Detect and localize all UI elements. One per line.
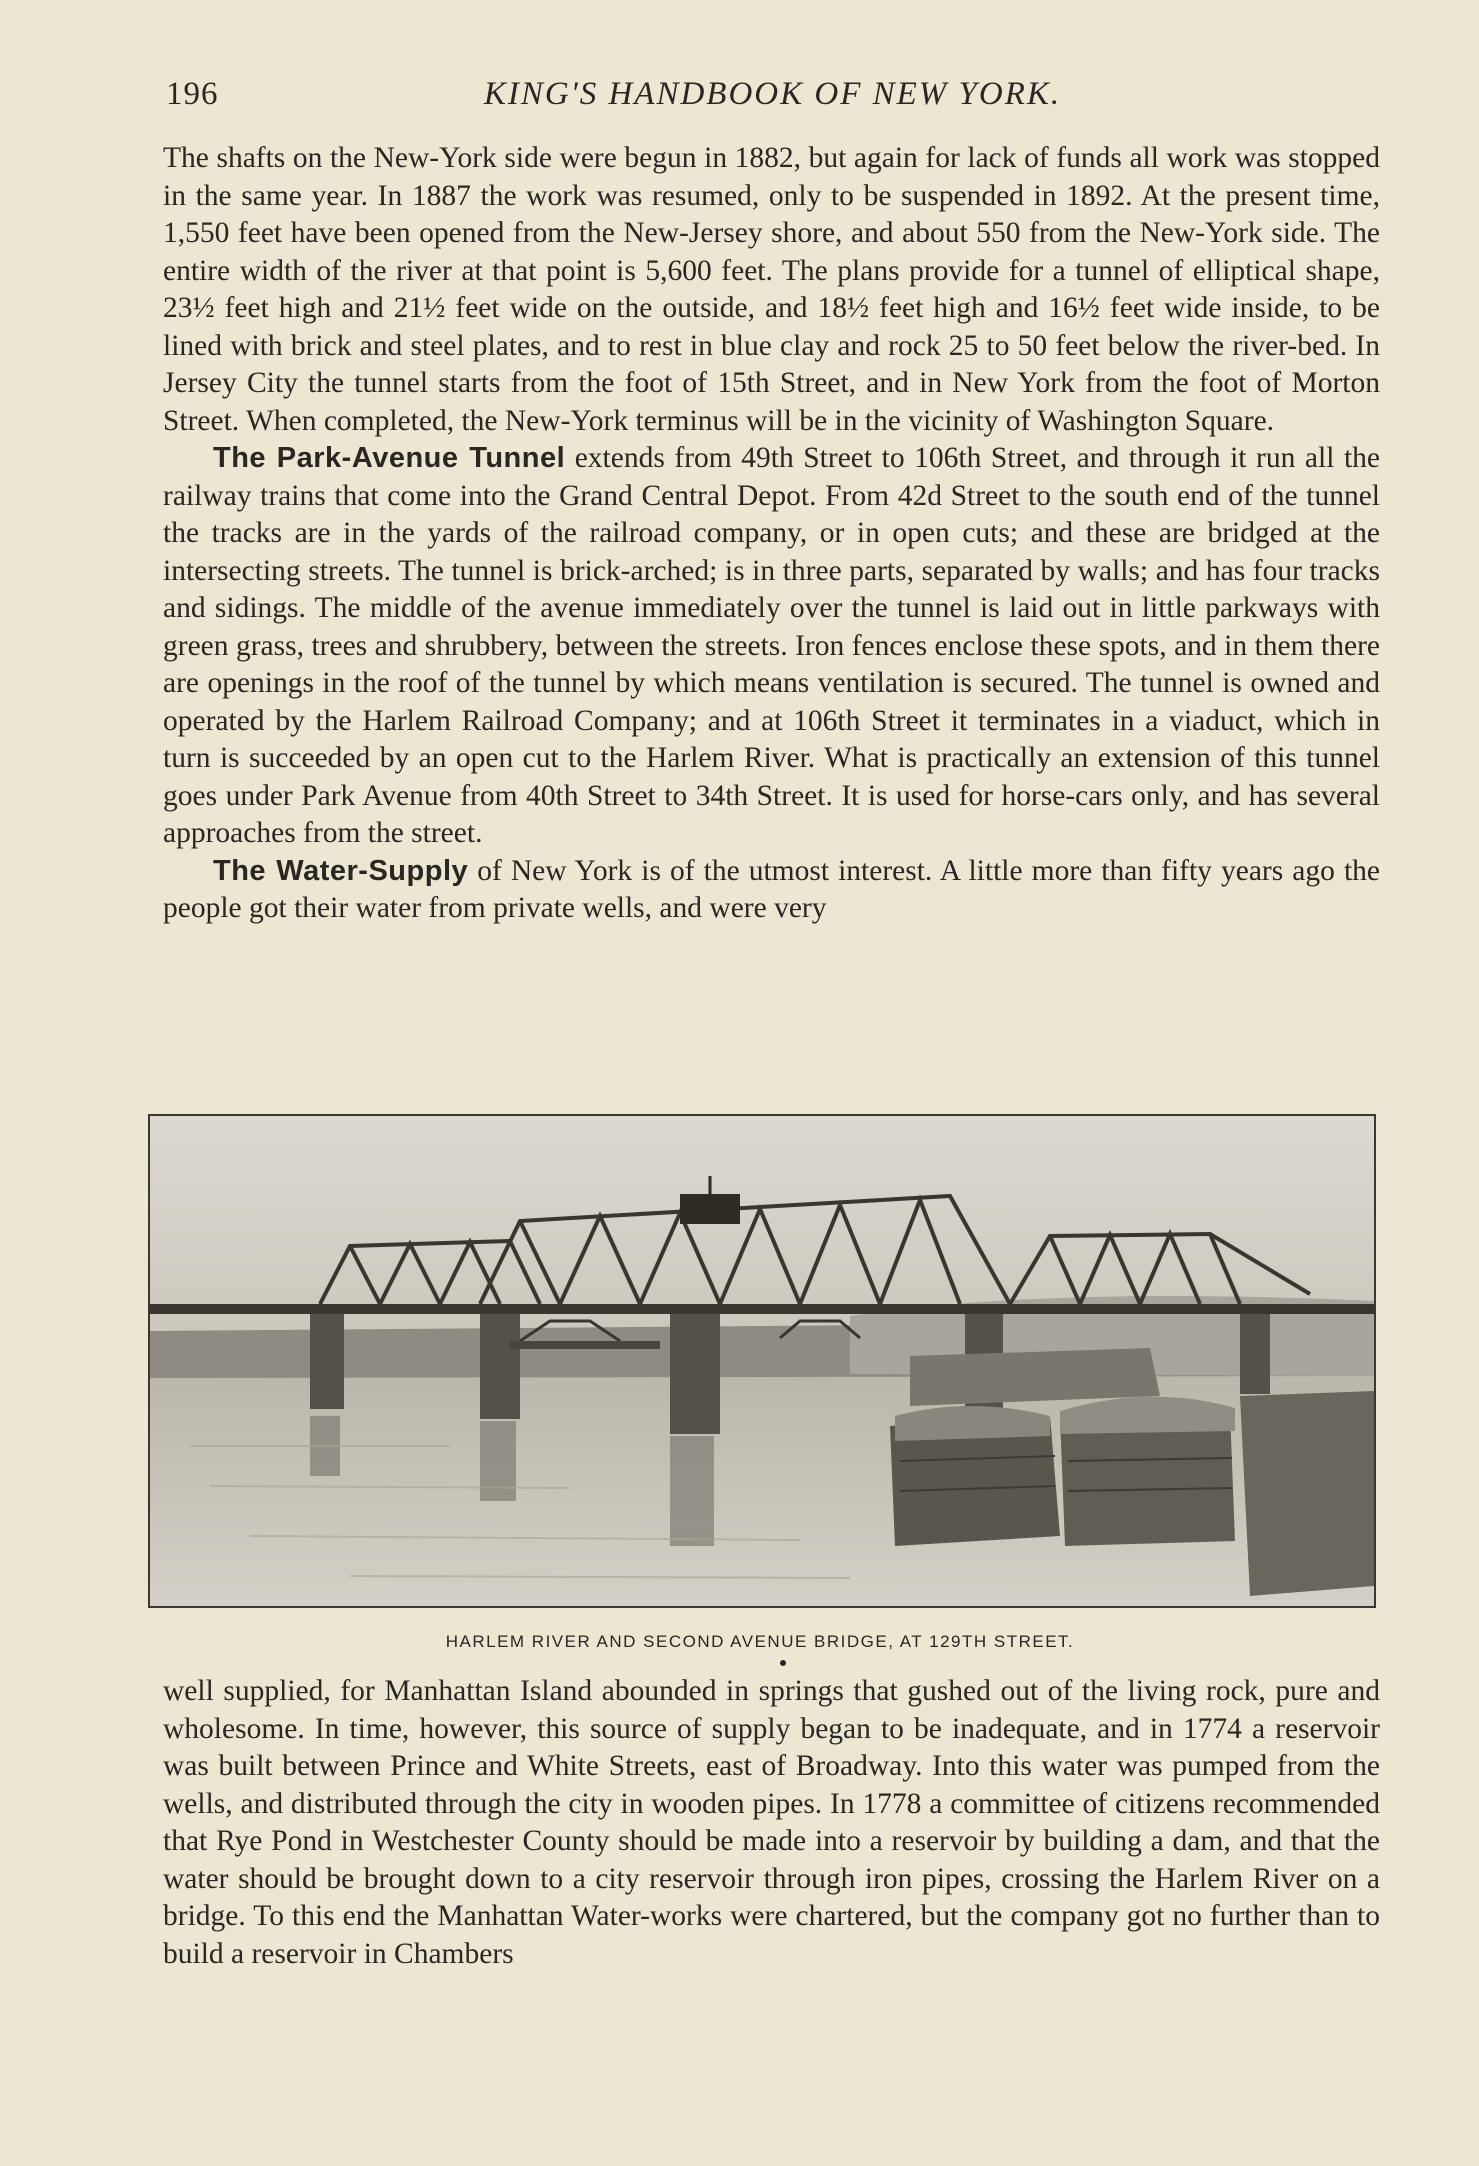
paragraph-park-avenue-tunnel: [163, 440, 1380, 853]
body-text-top: [163, 140, 1380, 928]
caption-dot: [780, 1660, 786, 1666]
page-number: 196: [166, 76, 219, 112]
paragraph-text: The shafts on the New-York side were begun in 1882, but again for lack of funds all work was stopped in the same year. In 1887 the work was resumed, only to be suspended in 1892. At the present time, 1,550 feet have been opened from the New-Jersey shore, and about 550 from the New-York side. The entire width of the river at that point is 5,600 feet. The plans provide for a tunnel of elliptical shape, 23½ feet high and 21½ feet wide on the outside, and 18½ feet high and 16½ feet wide inside, to be lined with brick and steel plates, and to rest in blue clay and rock 25 to 50 feet below the river-bed. In Jersey City the tunnel starts from the foot of 15th Street, and in New York from the foot of Morton Street. When completed, the New-York terminus will be in the vicinity of Washington Square.: [163, 142, 1380, 437]
bridge-photograph: [148, 1114, 1376, 1608]
paragraph-text: extends from 49th Street to 106th Street, and through it run all the railway trains that come into the Grand Central Depot. From 42d Street to the south end of the tunnel the tracks are in the yards of the railroad company, or in open cuts; and these are bridged at the intersecting streets. The tunnel is brick-arched; is in three parts, separated by walls; and has four tracks and sidings. The middle of the avenue immediately over the tunnel is laid out in little parkways with green grass, trees and shrubbery, between the streets. Iron fences enclose these spots, and in them there are openings in the roof of the tunnel by which means ventilation is secured. The tunnel is owned and operated by the Harlem Railroad Company; and at 106th Street it terminates in a viaduct, which in turn is succeeded by an open cut to the Harlem River. What is practically an extension of this tunnel goes under Park Avenue from 40th Street to 34th Street. It is used for horse-cars only, and has several approaches from the street.: [163, 442, 1380, 849]
paragraph-text: of New York is of the utmost interest. A little more than fifty years ago the people got their water from private wells, and were very: [163, 854, 1380, 924]
page-header: [160, 68, 1385, 118]
running-title: KING'S HANDBOOK OF NEW YORK.: [483, 76, 1062, 112]
body-text-bottom: [163, 1673, 1380, 1973]
paragraph-water-supply: [163, 853, 1380, 928]
harlem-river-bridge-illustration: [150, 1116, 1374, 1606]
section-heading-water-supply: The Water-Supply: [213, 854, 469, 887]
section-heading-park-avenue-tunnel: The Park-Avenue Tunnel: [213, 442, 566, 474]
paragraph-hudson-tunnel: [163, 140, 1380, 440]
paragraph-water-supply-continued: [163, 1673, 1380, 1973]
figure-caption: HARLEM RIVER AND SECOND AVENUE BRIDGE, AT 129TH STREET.: [445, 1632, 1075, 1651]
paragraph-text: well supplied, for Manhattan Island abounded in springs that gushed out of the living rock, pure and wholesome. In time, however, this source of supply began to be inadequate, and in 1774 a reservoir was built between Prince and White Streets, east of Broadway. Into this water was pumped from the wells, and distributed through the city in wooden pipes. In 1778 a committee of citizens recommended that Rye Pond in Westchester County should be made into a reservoir by building a dam, and that the water should be brought down to a city reservoir through iron pipes, crossing the Harlem River on a bridge. To this end the Manhattan Water-works were chartered, but the company got no further than to build a reservoir in Chambers: [163, 1675, 1380, 1970]
